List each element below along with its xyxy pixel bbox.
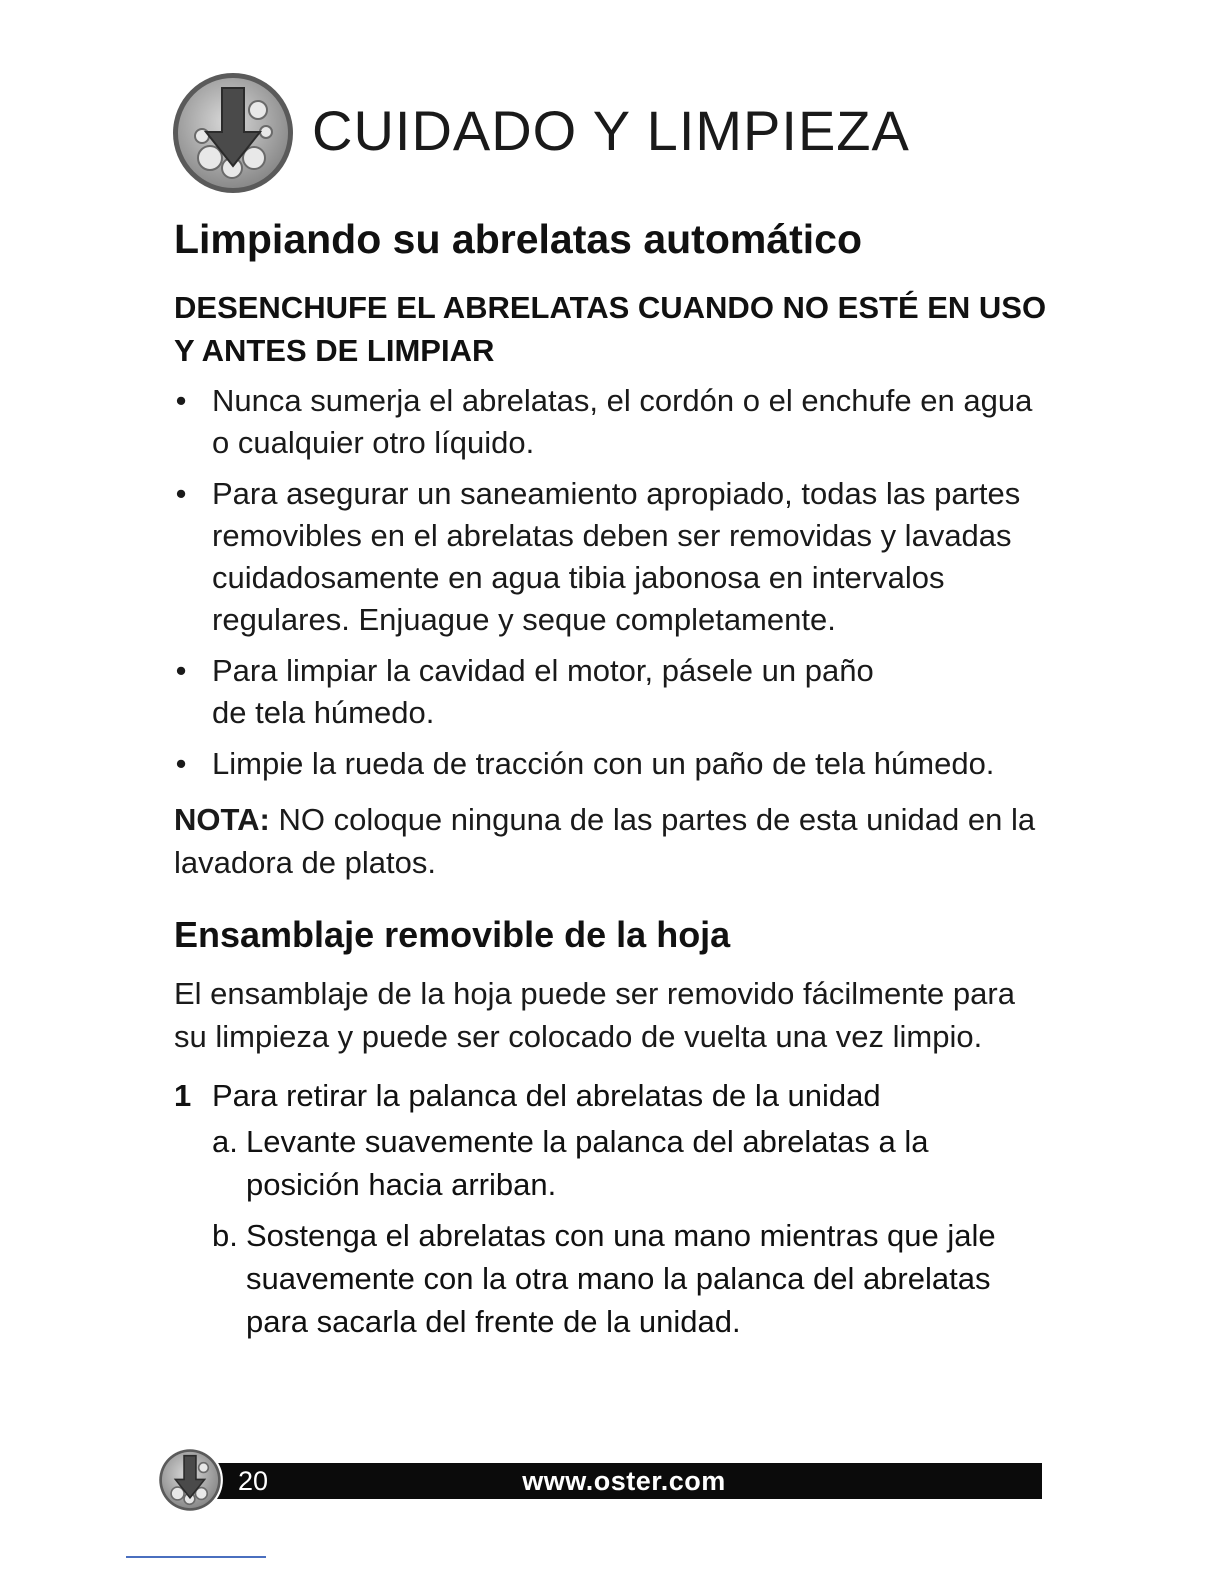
- substep-item: [174, 1214, 1054, 1343]
- substep-text: Levante suavemente la palanca del abrelatas a la posición hacia arriban.: [246, 1124, 929, 1202]
- section-title-blade-assembly: Ensamblaje removible de la hoja: [174, 914, 731, 955]
- list-item: [174, 650, 1054, 734]
- bullet-mark: •: [175, 653, 187, 688]
- substep-letter: b.: [212, 1218, 238, 1253]
- section-title-cleaning: Limpiando su abrelatas automático: [174, 216, 863, 262]
- website-url: www.oster.com: [522, 1466, 726, 1496]
- bullet-text: Limpie la rueda de tracción con un paño de tela húmedo.: [212, 746, 995, 781]
- note-text: NO coloque ninguna de las partes de esta unidad en la lavadora de platos.: [174, 802, 1036, 880]
- page-title: CUIDADO Y LIMPIEZA: [312, 99, 910, 162]
- step-list: [174, 1074, 1054, 1343]
- step-item: [174, 1074, 1054, 1117]
- list-item: [174, 743, 1054, 785]
- cleaning-arrow-bubbles-icon: [170, 70, 296, 196]
- step-number: 1: [174, 1078, 192, 1113]
- bullet-text: Para limpiar la cavidad el motor, pásele un paño de tela húmedo.: [212, 653, 874, 730]
- bullet-mark: •: [175, 383, 187, 418]
- bullet-mark: •: [175, 476, 187, 511]
- note-paragraph: [174, 798, 1054, 884]
- bullet-text: Nunca sumerja el abrelatas, el cordón o el enchufe en agua o cualquier otro líquido.: [212, 383, 1033, 460]
- substep-letter: a.: [212, 1124, 238, 1159]
- footer-divider: [126, 1556, 266, 1558]
- bullet-mark: •: [175, 746, 187, 781]
- substep-text: Sostenga el abrelatas con una mano mientras que jale suavemente con la otra mano la palanca del abrelatas para sacarla del frente de la unidad.: [246, 1218, 996, 1339]
- list-item: [174, 380, 1054, 464]
- substep-item: [174, 1120, 1054, 1206]
- warning-heading: DESENCHUFE EL ABRELATAS CUANDO NO ESTÉ EN USO Y ANTES DE LIMPIAR: [174, 290, 1047, 368]
- step-text: Para retirar la palanca del abrelatas de la unidad: [212, 1078, 881, 1113]
- list-item: [174, 473, 1054, 641]
- bullet-text: Para asegurar un saneamiento apropiado, todas las partes removibles en el abrelatas deben ser removidas y lavadas cuidadosamente en agua tibia jabonosa en intervalos regulares. Enjuague y seque completamente.: [212, 476, 1021, 637]
- intro-paragraph: El ensamblaje de la hoja puede ser removido fácilmente para su limpieza y puede ser colocado de vuelta una vez limpio.: [174, 976, 1015, 1054]
- cleaning-bullet-list: [174, 380, 1054, 794]
- page-number: 20: [238, 1466, 269, 1496]
- note-label: NOTA:: [174, 802, 270, 837]
